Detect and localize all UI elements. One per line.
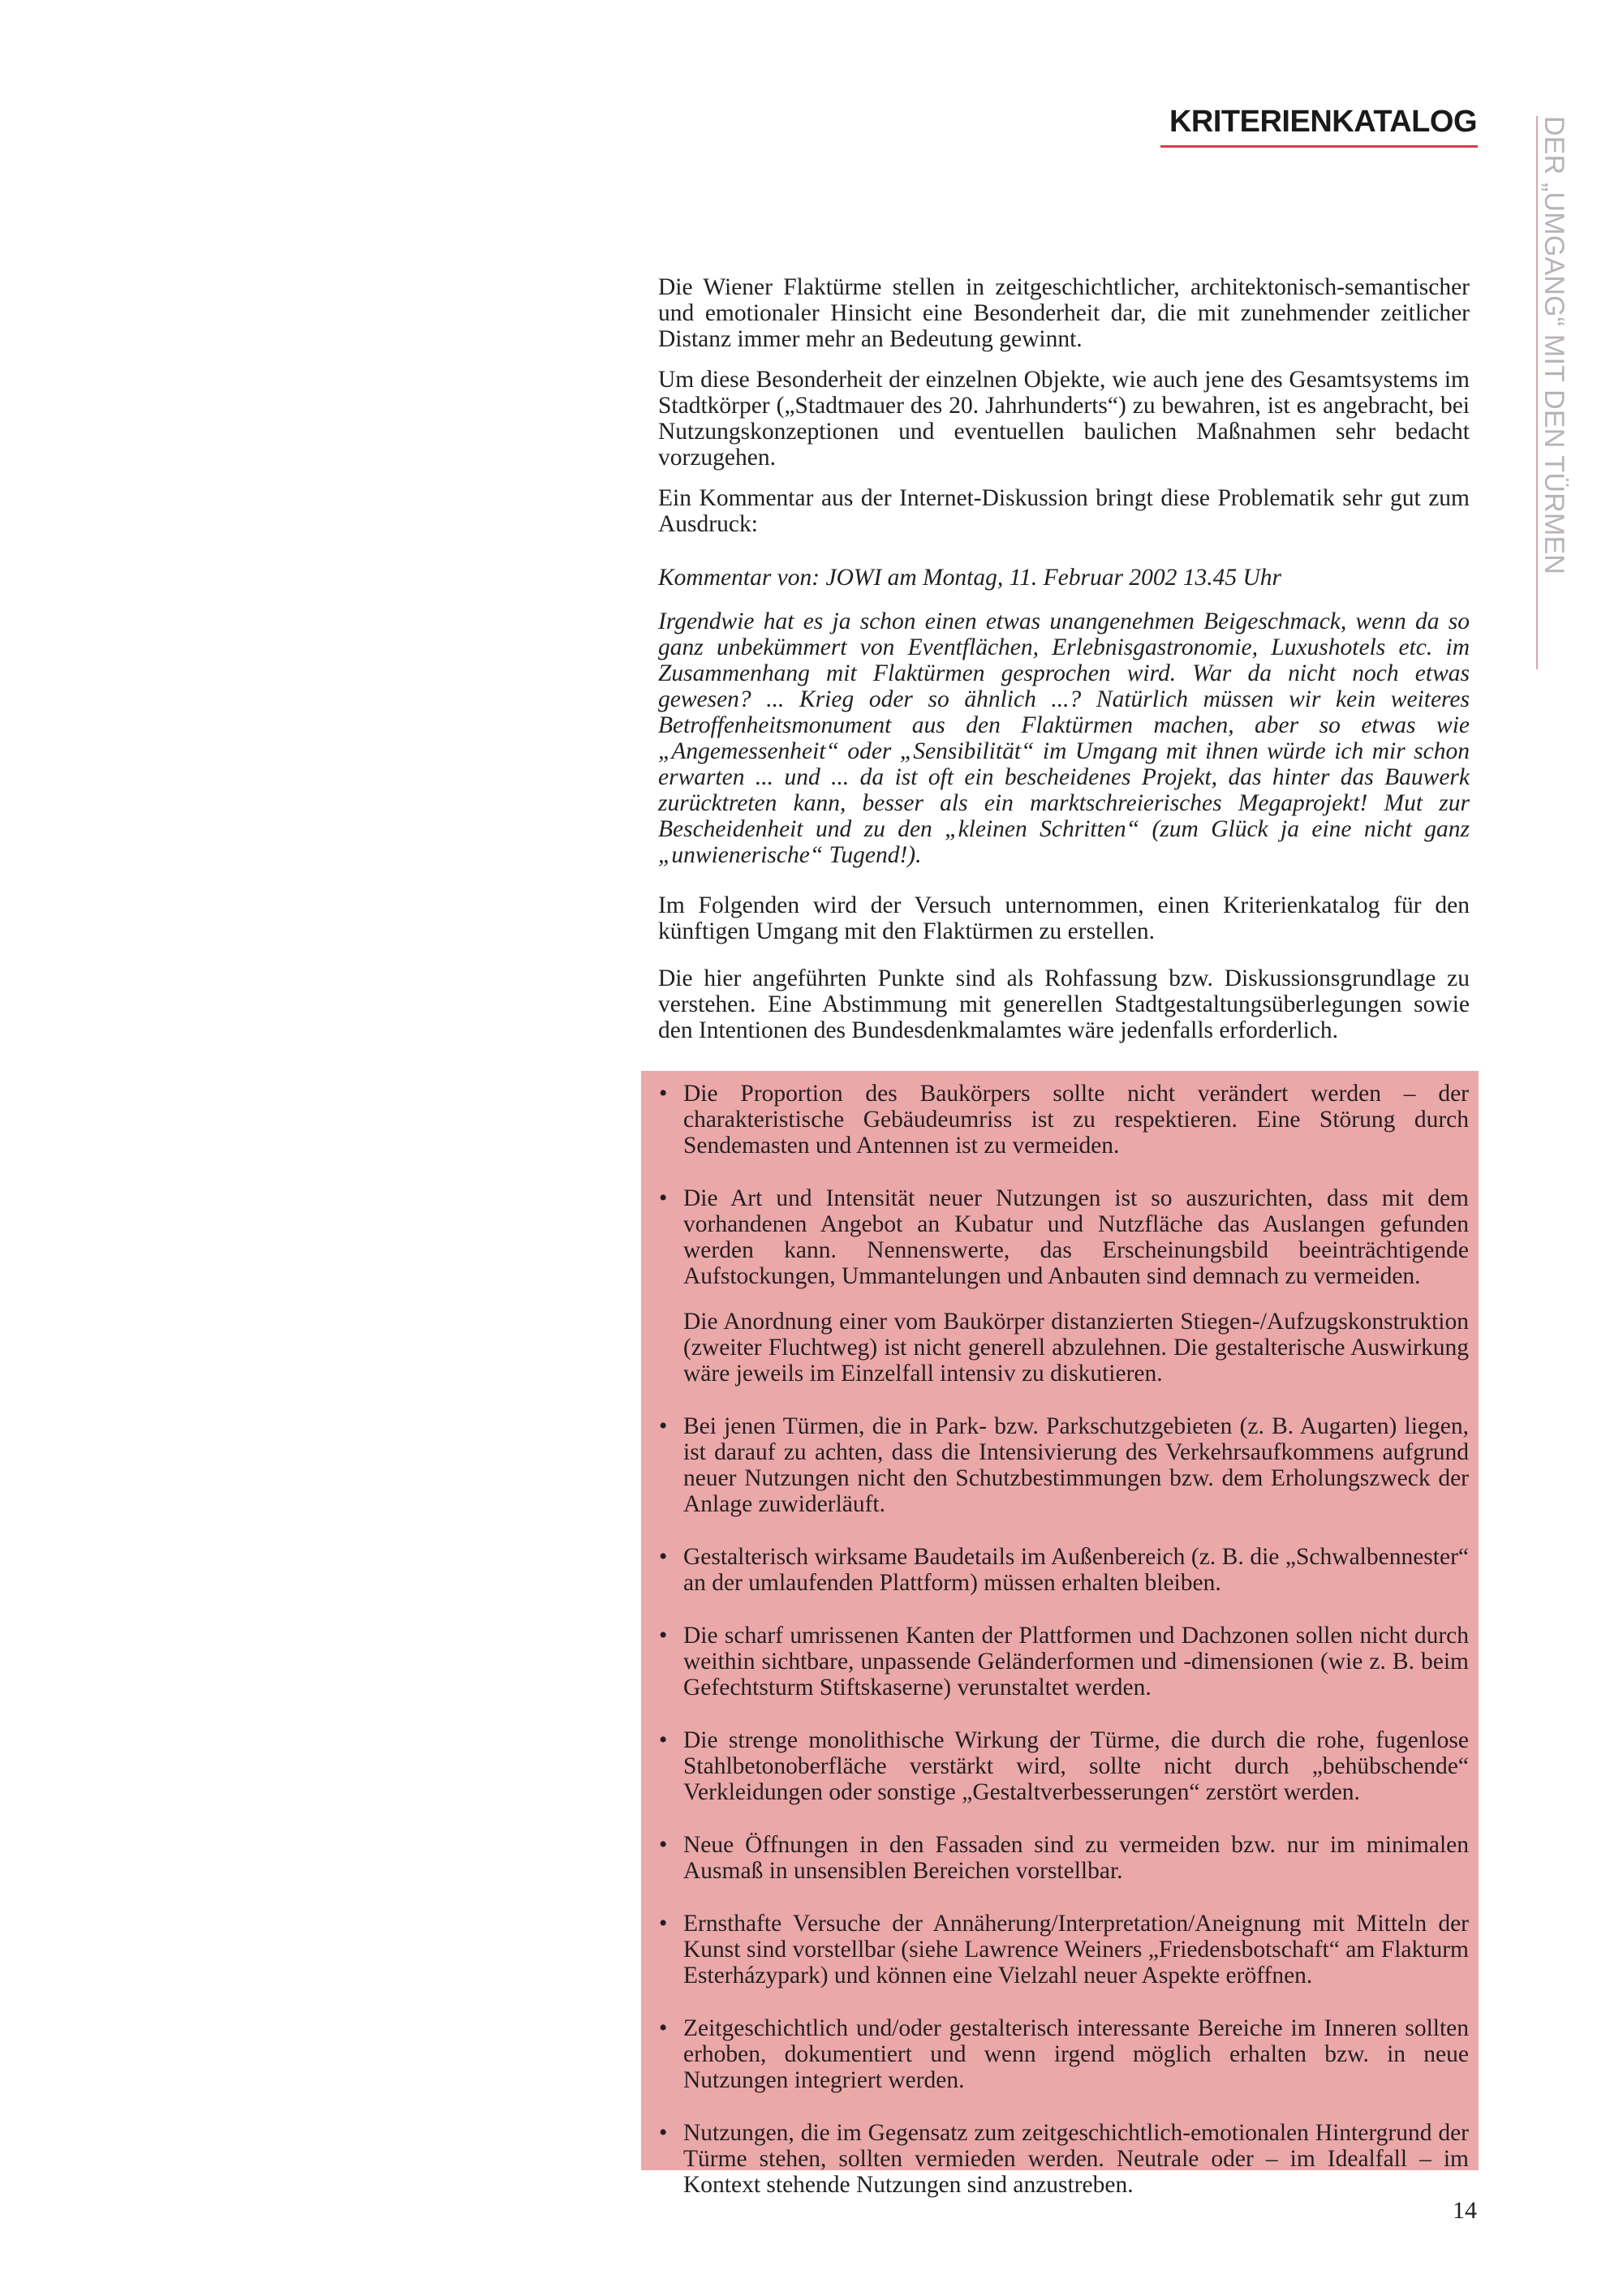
criteria-item xyxy=(657,1081,1469,1159)
criteria-text: Bei jenen Türmen, die in Park- bzw. Parkschutzgebieten (z. B. Augarten) liegen, ist darauf zu achten, dass die Intensivierung des Verkehrsaufkommens aufgrund neuer Nutzungen nicht den Schutzbestimmungen bzw. dem Erholungszweck der Anlage zuwiderläuft. xyxy=(683,1413,1469,1517)
criteria-item xyxy=(657,2015,1469,2093)
title-underline xyxy=(1160,145,1478,148)
criteria-text: Die Art und Intensität neuer Nutzungen ist so auszurichten, dass mit dem vorhandenen Angebot an Kubatur und Nutzfläche das Auslangen gefunden werden kann. Nennenswerte, das Erscheinungsbild beeinträchtigende Aufstockungen, Ummantelungen und Anbauten sind demnach zu vermeiden. xyxy=(683,1185,1469,1289)
criteria-item xyxy=(657,1185,1469,1387)
criteria-text: Die Proportion des Baukörpers sollte nicht verändert werden – der charakteristische Gebäudeumriss ist zu respektieren. Eine Störung durch Sendemasten und Antennen ist zu vermeiden. xyxy=(683,1081,1469,1159)
bullet-icon: • xyxy=(659,2120,668,2146)
criteria-subtext: Die Anordnung einer vom Baukörper distanzierten Stiegen-/Aufzugskonstruktion (zweiter Fluchtweg) ist nicht generell abzulehnen. Die gestalterische Auswirkung wäre jeweils im Einzelfall intensiv zu diskutieren. xyxy=(683,1309,1469,1387)
criteria-item xyxy=(657,1544,1469,1596)
bullet-icon: • xyxy=(659,2015,668,2041)
criteria-item xyxy=(657,1727,1469,1805)
criteria-text: Zeitgeschichtlich und/oder gestalterisch interessante Bereiche im Inneren sollten erhoben, dokumentiert und wenn irgend möglich erhalten bzw. in neue Nutzungen integriert werden. xyxy=(683,2015,1469,2093)
comment-quote: Irgendwie hat es ja schon einen etwas unangenehmen Beigeschmack, wenn da so ganz unbekümmert von Eventflächen, Erlebnisgastronomie, Luxushotels etc. im Zusammenhang mit Flaktürmen gesprochen wird. War da nicht noch etwas gewesen? ... Krieg oder so ähnlich ...? Natürlich müssen wir kein weiteres Betroffenheitsmonument aus den Flaktürmen machen, aber so etwas wie „Angemessenheit“ oder „Sensibilität“ im Umgang mit ihnen würde ich mir schon erwarten ... und ... da ist oft ein bescheidenes Projekt, das hinter das Bauwerk zurücktreten kann, besser als ein marktschreierisches Megaprojekt! Mut zur Bescheidenheit und zu den „kleinen Schritten“ (zum Glück ja eine nicht ganz „unwienerische“ Tugend!). xyxy=(658,608,1470,868)
criteria-item xyxy=(657,2120,1469,2198)
bullet-icon: • xyxy=(659,1544,668,1570)
criteria-text: Die scharf umrissenen Kanten der Plattformen und Dachzonen sollen nicht durch weithin sichtbare, unpassende Geländerformen und -dimensionen (wie z. B. beim Gefechtsturm Stiftskaserne) verunstaltet werden. xyxy=(683,1623,1469,1701)
bullet-icon: • xyxy=(659,1623,668,1649)
bullet-icon: • xyxy=(659,1081,668,1107)
criteria-list xyxy=(657,1081,1469,2198)
criteria-text: Gestalterisch wirksame Baudetails im Außenbereich (z. B. die „Schwalbennester“ an der umlaufenden Plattform) müssen erhalten bleiben. xyxy=(683,1544,1469,1596)
criteria-item xyxy=(657,1623,1469,1701)
criteria-item xyxy=(657,1832,1469,1884)
bullet-icon: • xyxy=(659,1727,668,1753)
criteria-text: Nutzungen, die im Gegensatz zum zeitgeschichtlich-emotionalen Hintergrund der Türme stehen, sollten vermieden werden. Neutrale oder – im Idealfall – im Kontext stehende Nutzungen sind anzustreben. xyxy=(683,2120,1469,2198)
comment-heading: Kommentar von: JOWI am Montag, 11. Februar 2002 13.45 Uhr xyxy=(658,565,1282,591)
criteria-text: Ernsthafte Versuche der Annäherung/Interpretation/Aneignung mit Mitteln der Kunst sind vorstellbar (siehe Lawrence Weiners „Friedensbotschaft“ am Flakturm Esterházypark) und können eine Vielzahl neuer Aspekte eröffnen. xyxy=(683,1911,1469,1989)
followup-paragraph: Im Folgenden wird der Versuch unternommen, einen Kriterienkatalog für den künftigen Umgang mit den Flaktürmen zu erstellen. xyxy=(658,892,1470,944)
criteria-text: Neue Öffnungen in den Fassaden sind zu vermeiden bzw. nur im minimalen Ausmaß in unsensiblen Bereichen vorstellbar. xyxy=(683,1832,1469,1884)
criteria-item xyxy=(657,1413,1469,1517)
bullet-icon: • xyxy=(659,1185,668,1211)
bullet-icon: • xyxy=(659,1413,668,1439)
bullet-icon: • xyxy=(659,1832,668,1858)
followup-paragraph: Die hier angeführten Punkte sind als Rohfassung bzw. Diskussionsgrundlage zu verstehen. Eine Abstimmung mit generellen Stadtgestaltungsüberlegungen sowie den Intentionen des Bundesdenkmalamtes wäre jedenfalls erforderlich. xyxy=(658,965,1470,1043)
side-title xyxy=(1538,116,1570,669)
bullet-icon: • xyxy=(659,1911,668,1937)
page-number: 14 xyxy=(1453,2197,1477,2224)
intro-paragraph: Um diese Besonderheit der einzelnen Objekte, wie auch jene des Gesamtsystems im Stadtkörper („Stadtmauer des 20. Jahrhunderts“) zu bewahren, ist es angebracht, bei Nutzungskonzeptionen und eventuellen baulichen Maßnahmen sehr bedacht vorzugehen. xyxy=(658,367,1470,471)
intro-paragraph: Die Wiener Flaktürme stellen in zeitgeschichtlicher, architektonisch-semantischer und emotionaler Hinsicht eine Besonderheit dar, die mit zunehmender zeitlicher Distanz immer mehr an Bedeutung gewinnt. xyxy=(658,274,1470,352)
intro-text xyxy=(658,274,1470,1058)
side-title-text: DER „UMGANG“ MIT DEN TÜRMEN xyxy=(1539,116,1569,575)
section-title: KRITERIENKATALOG xyxy=(1169,105,1477,139)
criteria-item xyxy=(657,1911,1469,1989)
criteria-box xyxy=(641,1071,1479,2198)
intro-paragraph: Ein Kommentar aus der Internet-Diskussion bringt diese Problematik sehr gut zum Ausdruck: xyxy=(658,485,1470,537)
criteria-text: Die strenge monolithische Wirkung der Türme, die durch die rohe, fugenlose Stahlbetonoberfläche verstärkt wird, sollte nicht durch „behübschende“ Verkleidungen oder sonstige „Gestaltverbesserungen“ zerstört werden. xyxy=(683,1727,1469,1805)
